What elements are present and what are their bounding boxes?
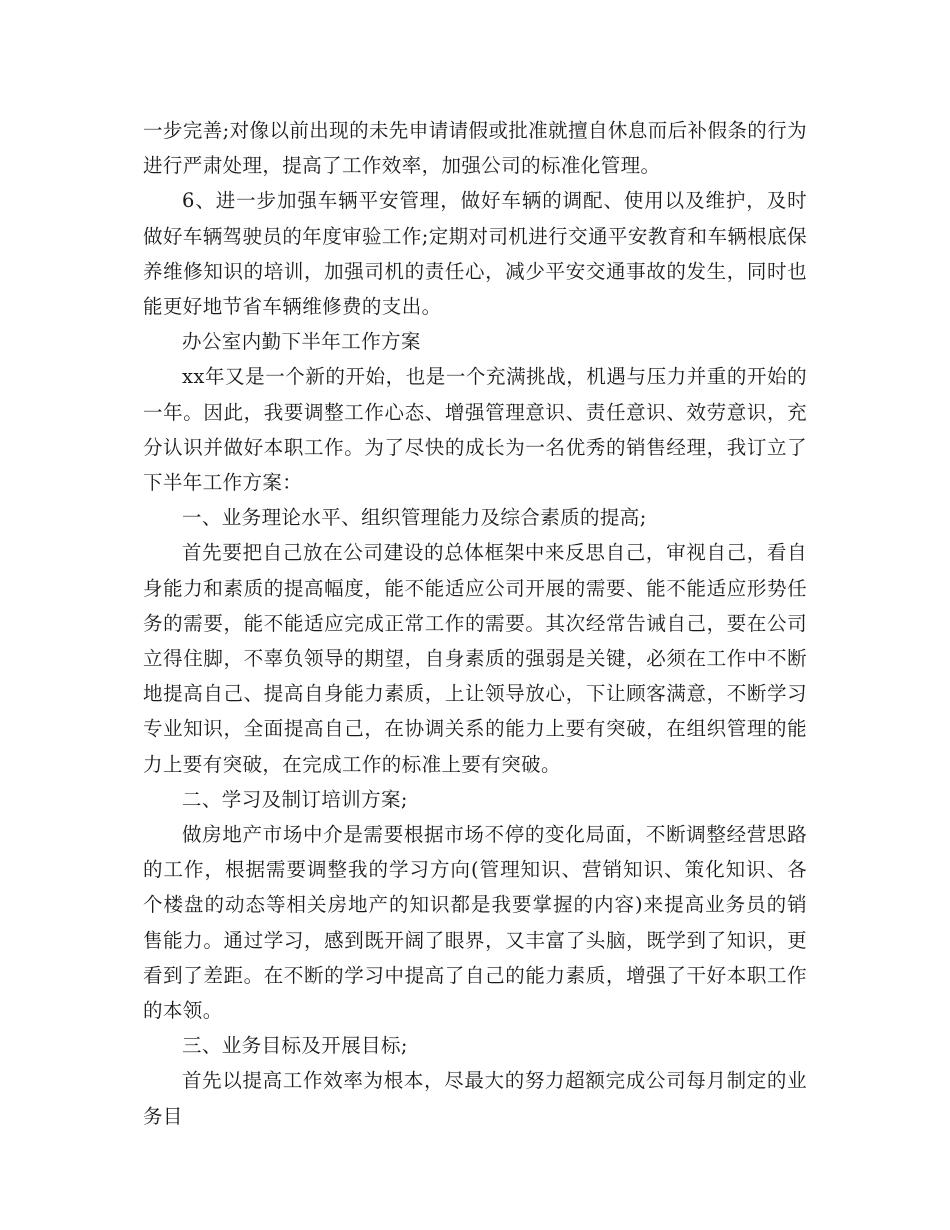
heading-section-3: 三、业务目标及开展目标; xyxy=(182,1034,408,1058)
paragraph-continuation: 一步完善;对像以前出现的未先申请请假或批准就擅自休息而后补假条的行为进行严肃处理，提高了工作效率，加强公司的标准化管理。 xyxy=(143,119,807,178)
section-title: 办公室内勤下半年工作方案 xyxy=(182,330,421,354)
paragraph-section-1: 首先要把自己放在公司建设的总体框架中来反思自己，审视自己，看自身能力和素质的提高幅度，能不能适应公司开展的需要、能不能适应形势任务的需要，能不能适应完成正常工作的需要。其次经常告诫自己，要在公司立得住脚，不辜负领导的期望，自身素质的强弱是关键，必须在工作中不断地提高自己、提高自身能力素质，上让领导放心，下让顾客满意，不断学习专业知识，全面提高自己，在协调关系的能力上要有突破，在组织管理的能力上要有突破，在完成工作的标准上要有突破。 xyxy=(143,541,807,776)
heading-section-2: 二、学习及制订培训方案; xyxy=(182,787,408,811)
paragraph-section-3: 首先以提高工作效率为根本，尽最大的努力超额完成公司每月制定的业务目 xyxy=(143,1069,807,1128)
paragraph-section-2: 做房地产市场中介是需要根据市场不停的变化局面，不断调整经营思路的工作，根据需要调整我的学习方向(管理知识、营销知识、策化知识、各个楼盘的动态等相关房地产的知识都是我要掌握的内容)来提高业务员的销售能力。通过学习，感到既开阔了眼界，又丰富了头脑，既学到了知识，更看到了差距。在不断的学习中提高了自己的能力素质，增强了干好本职工作的本领。 xyxy=(143,823,807,1023)
paragraph-vehicle-management: 6、进一步加强车辆平安管理，做好车辆的调配、使用以及维护，及时做好车辆驾驶员的年度审验工作;定期对司机进行交通平安教育和车辆根底保养维修知识的培训，加强司机的责任心，减少平安交通事故的发生，同时也能更好地节省车辆维修费的支出。 xyxy=(143,189,807,319)
document-body xyxy=(143,113,807,1134)
paragraph-intro: xx年又是一个新的开始，也是一个充满挑战，机遇与压力并重的开始的一年。因此，我要调整工作心态、增强管理意识、责任意识、效劳意识，充分认识并做好本职工作。为了尽快的成长为一名优秀的销售经理，我订立了下半年工作方案： xyxy=(143,365,807,495)
heading-section-1: 一、业务理论水平、组织管理能力及综合素质的提高; xyxy=(182,506,647,530)
